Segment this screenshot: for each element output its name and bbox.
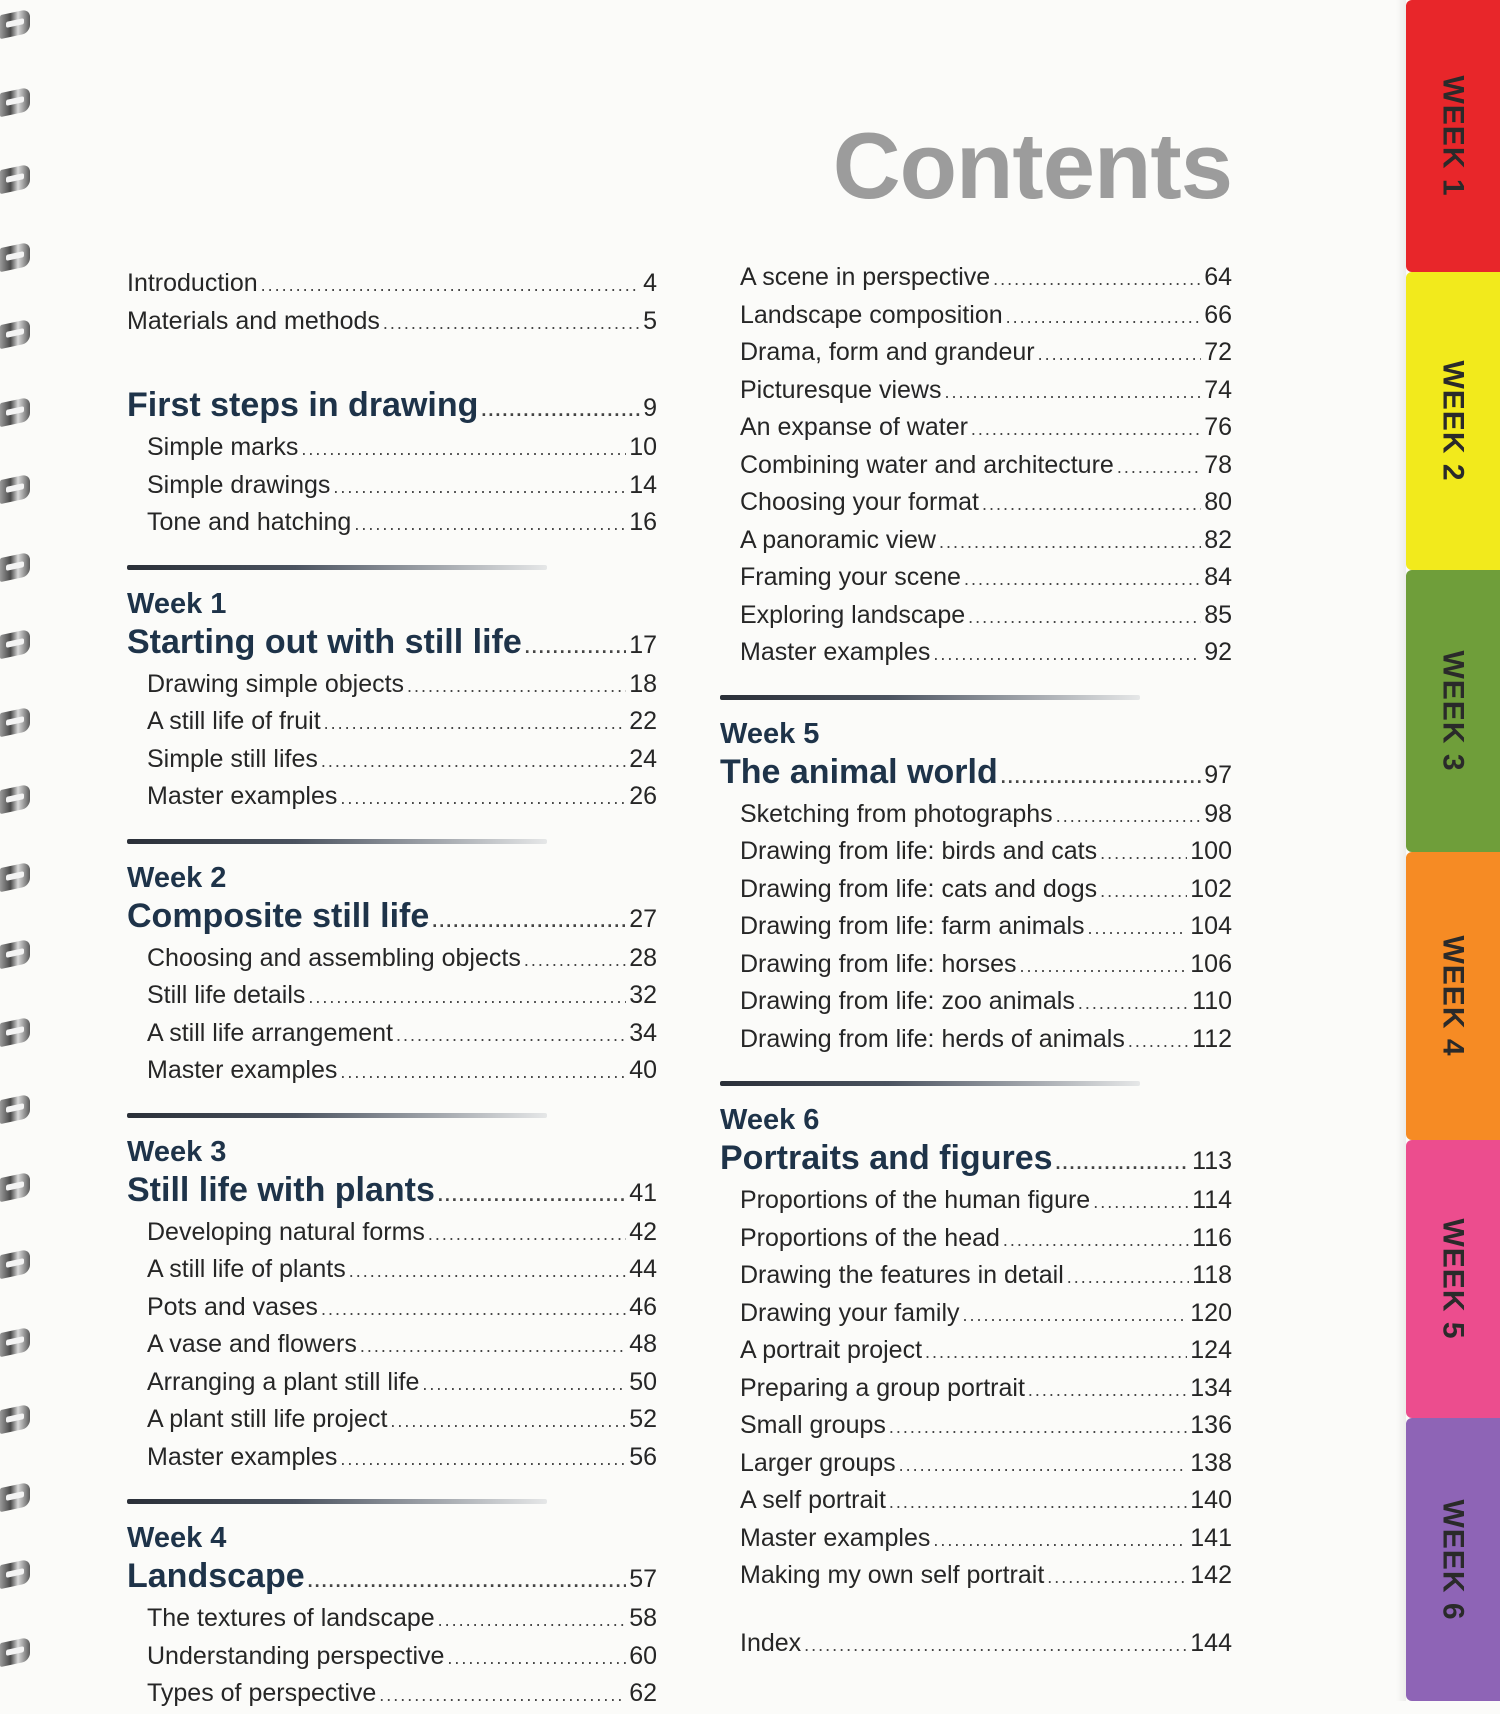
section-divider <box>127 1113 547 1118</box>
entry-page: 60 <box>629 1641 657 1670</box>
dot-leader <box>390 1404 626 1440</box>
dot-leader <box>1093 1185 1189 1221</box>
toc-entry[interactable] <box>720 1483 1232 1521</box>
dot-leader <box>982 487 1201 523</box>
dot-leader <box>321 744 626 780</box>
dot-leader <box>964 562 1201 598</box>
entry-page: 5 <box>643 306 657 335</box>
toc-entry[interactable] <box>127 1290 657 1328</box>
entry-title: A plant still life project <box>147 1405 388 1433</box>
entry-page: 110 <box>1192 987 1232 1015</box>
week-label-4: Week 4 <box>127 1522 227 1554</box>
dot-leader <box>968 600 1201 636</box>
dot-leader <box>1006 300 1202 336</box>
toc-entry[interactable] <box>720 1558 1232 1596</box>
section-heading-week-4[interactable] <box>127 1556 657 1601</box>
entry-page: 46 <box>629 1292 657 1321</box>
binding-ring <box>0 1249 30 1279</box>
toc-entry[interactable] <box>720 947 1232 985</box>
week-label-3: Week 3 <box>127 1135 227 1168</box>
dot-leader <box>340 1055 626 1091</box>
entry-page: 57 <box>629 1565 657 1593</box>
entry-title: Index <box>740 1628 802 1657</box>
entry-title: Landscape <box>127 1557 305 1595</box>
toc-entry[interactable] <box>720 1446 1232 1484</box>
entry-page: 40 <box>629 1056 657 1084</box>
entry-title: Choosing your format <box>740 488 980 516</box>
toc-entry[interactable] <box>127 1639 657 1677</box>
entry-title: Drawing from life: birds and cats <box>740 837 1098 865</box>
entry-page: 104 <box>1190 912 1232 940</box>
dot-leader <box>889 1485 1187 1521</box>
dot-leader <box>261 268 640 304</box>
entry-page: 142 <box>1190 1561 1232 1589</box>
dot-leader <box>963 1298 1188 1334</box>
entry-title: Tone and hatching <box>147 508 352 536</box>
entry-page: 44 <box>629 1255 657 1283</box>
section-heading-first-steps[interactable] <box>127 385 657 430</box>
section-divider <box>127 839 547 844</box>
toc-entry[interactable] <box>127 1676 657 1714</box>
entry-title: Pots and vases <box>147 1292 318 1321</box>
toc-entry[interactable] <box>720 1258 1232 1296</box>
entry-title: Making my own self portrait <box>740 1561 1045 1589</box>
entry-title: A scene in perspective <box>740 263 991 291</box>
tab-week-3[interactable]: WEEK 3 <box>1406 570 1500 852</box>
binding-ring <box>0 241 30 271</box>
dot-leader <box>340 1442 626 1478</box>
entry-title: Drawing from life: zoo animals <box>740 987 1075 1015</box>
section-heading-week-6[interactable] <box>720 1138 1232 1183</box>
toc-entry[interactable] <box>720 298 1232 336</box>
dot-leader <box>524 943 626 979</box>
binding-ring <box>0 1094 30 1124</box>
entry-title: Sketching from photographs <box>740 799 1053 828</box>
toc-entry[interactable] <box>127 704 657 742</box>
toc-entry[interactable] <box>127 1053 657 1091</box>
toc-entry[interactable] <box>720 560 1232 598</box>
toc-entry[interactable] <box>127 468 657 506</box>
entry-page: 64 <box>1204 263 1232 291</box>
entry-page: 85 <box>1204 600 1232 629</box>
dot-leader <box>944 375 1201 411</box>
dot-leader <box>1100 836 1187 872</box>
week-label-1: Week 1 <box>127 587 227 620</box>
entry-title: Simple marks <box>147 433 299 461</box>
entry-title: First steps in drawing <box>127 386 479 424</box>
entry-page: 92 <box>1204 638 1232 666</box>
toc-entry[interactable] <box>720 872 1232 910</box>
section-heading-week-3[interactable] <box>127 1170 657 1215</box>
toc-entry[interactable] <box>127 667 657 705</box>
entry-page: 136 <box>1190 1411 1232 1439</box>
toc-entry[interactable] <box>127 304 657 342</box>
binding-ring <box>0 86 30 116</box>
entry-title: Framing your scene <box>740 563 961 591</box>
toc-entry[interactable] <box>720 260 1232 298</box>
entry-title: A vase and flowers <box>147 1330 357 1358</box>
week-label-5: Week 5 <box>720 717 820 750</box>
week-label-6: Week 6 <box>720 1104 820 1136</box>
entry-page: 114 <box>1192 1186 1232 1214</box>
dot-leader <box>340 781 626 817</box>
entry-page: 138 <box>1190 1448 1232 1477</box>
entry-title: A panoramic view <box>740 525 936 554</box>
entry-page: 52 <box>629 1405 657 1433</box>
toc-entry[interactable] <box>127 742 657 780</box>
toc-entry[interactable] <box>720 448 1232 486</box>
dot-leader <box>1056 1143 1190 1183</box>
entry-title: Composite still life <box>127 896 430 935</box>
entry-title: Preparing a group portrait <box>740 1373 1025 1402</box>
dot-leader <box>1067 1260 1189 1296</box>
section-divider <box>720 695 1140 700</box>
binding-ring <box>0 551 30 581</box>
entry-title: A self portrait <box>740 1486 886 1514</box>
dot-leader <box>933 1523 1187 1559</box>
entry-title: Master examples <box>147 782 338 810</box>
toc-entry[interactable] <box>127 1365 657 1403</box>
section-heading-week-1[interactable] <box>127 622 657 667</box>
binding-ring <box>0 319 30 349</box>
toc-entry[interactable] <box>720 834 1232 872</box>
entry-page: 84 <box>1204 563 1232 591</box>
toc-entry[interactable] <box>127 1601 657 1639</box>
section-divider <box>720 1081 1140 1086</box>
entry-title: Drawing from life: herds of animals <box>740 1024 1125 1053</box>
toc-entry[interactable] <box>720 797 1232 835</box>
entry-title: Proportions of the human figure <box>740 1186 1091 1214</box>
binding-ring <box>0 1636 30 1666</box>
binding-ring <box>0 939 30 969</box>
contents-column-left <box>127 266 657 1714</box>
dot-leader <box>1047 1560 1187 1596</box>
dot-leader <box>354 507 626 543</box>
entry-page: 76 <box>1204 413 1232 441</box>
entry-page: 50 <box>629 1367 657 1396</box>
binding-ring <box>0 1016 30 1046</box>
section-divider <box>127 1499 547 1504</box>
toc-entry[interactable] <box>720 1183 1232 1221</box>
entry-page: 82 <box>1204 525 1232 554</box>
tab-week-1[interactable]: WEEK 1 <box>1406 0 1500 272</box>
entry-page: 32 <box>629 981 657 1009</box>
toc-entry-index[interactable] <box>720 1626 1232 1664</box>
toc-entry[interactable] <box>127 1327 657 1365</box>
entry-title: Drawing simple objects <box>147 669 405 698</box>
section-heading-week-2[interactable] <box>127 896 657 941</box>
toc-entry[interactable] <box>720 598 1232 636</box>
entry-title: Introduction <box>127 269 258 297</box>
week-tabs <box>1406 0 1500 1701</box>
entry-title: Master examples <box>147 1442 338 1471</box>
toc-entry[interactable] <box>720 335 1232 373</box>
dot-leader <box>438 1175 626 1215</box>
entry-page: 17 <box>629 630 657 659</box>
entry-title: Simple still lifes <box>147 744 318 773</box>
dot-leader <box>447 1641 626 1677</box>
toc-entry[interactable] <box>127 1252 657 1290</box>
entry-page: 26 <box>629 782 657 810</box>
dot-leader <box>933 637 1201 673</box>
entry-page: 74 <box>1204 375 1232 404</box>
entry-title: Drama, form and grandeur <box>740 338 1035 366</box>
entry-title: Materials and methods <box>127 306 380 335</box>
entry-page: 72 <box>1204 338 1232 366</box>
toc-entry[interactable] <box>720 1521 1232 1559</box>
toc-entry[interactable] <box>127 266 657 304</box>
entry-page: 9 <box>643 394 657 422</box>
binding-ring <box>0 1559 30 1589</box>
entry-page: 80 <box>1204 488 1232 516</box>
dot-leader <box>349 1254 626 1290</box>
dot-leader <box>481 390 640 430</box>
toc-entry[interactable] <box>720 410 1232 448</box>
dot-leader <box>383 306 640 342</box>
dot-leader <box>321 1292 626 1328</box>
entry-title: The textures of landscape <box>147 1604 435 1632</box>
entry-page: 140 <box>1190 1486 1232 1514</box>
dot-leader <box>939 525 1201 561</box>
dot-leader <box>1078 986 1189 1022</box>
entry-title: Drawing from life: horses <box>740 949 1017 978</box>
dot-leader <box>407 669 626 705</box>
toc-entry[interactable] <box>127 1016 657 1054</box>
dot-leader <box>308 980 626 1016</box>
toc-entry[interactable] <box>720 909 1232 947</box>
entry-title: Types of perspective <box>147 1679 377 1707</box>
entry-title: Larger groups <box>740 1448 896 1477</box>
entry-page: 41 <box>629 1178 657 1207</box>
binding-ring <box>0 474 30 504</box>
binding-ring <box>0 164 30 194</box>
contents-column-right <box>720 260 1232 1663</box>
toc-entry[interactable] <box>127 1402 657 1440</box>
toc-entry[interactable] <box>127 1215 657 1253</box>
dot-leader <box>1038 337 1202 373</box>
entry-title: A still life of plants <box>147 1255 346 1283</box>
entry-page: 28 <box>629 943 657 972</box>
binding-ring <box>0 706 30 736</box>
entry-page: 118 <box>1192 1261 1232 1289</box>
entry-page: 27 <box>629 904 657 933</box>
entry-page: 144 <box>1190 1628 1232 1657</box>
entry-page: 78 <box>1204 450 1232 479</box>
entry-title: Picturesque views <box>740 375 942 404</box>
dot-leader <box>333 470 626 506</box>
binding-ring <box>0 784 30 814</box>
entry-page: 97 <box>1204 760 1232 789</box>
entry-page: 58 <box>629 1604 657 1632</box>
entry-page: 48 <box>629 1330 657 1358</box>
entry-page: 120 <box>1190 1298 1232 1327</box>
dot-leader <box>379 1678 626 1714</box>
dot-leader <box>396 1018 626 1054</box>
dot-leader <box>1100 874 1187 910</box>
entry-page: 106 <box>1190 949 1232 978</box>
binding-ring <box>0 629 30 659</box>
entry-title: Developing natural forms <box>147 1217 425 1246</box>
entry-page: 102 <box>1190 874 1232 903</box>
dot-leader <box>324 706 627 742</box>
entry-page: 18 <box>629 669 657 698</box>
binding-ring <box>0 861 30 891</box>
toc-entry[interactable] <box>720 1371 1232 1409</box>
toc-entry[interactable] <box>127 779 657 817</box>
entry-page: 4 <box>643 269 657 297</box>
entry-title: An expanse of water <box>740 413 968 441</box>
toc-entry[interactable] <box>720 984 1232 1022</box>
entry-title: Proportions of the head <box>740 1223 1000 1252</box>
page-title: Contents <box>832 113 1232 218</box>
entry-page: 42 <box>629 1217 657 1246</box>
entry-page: 34 <box>629 1018 657 1047</box>
entry-title: The animal world <box>720 752 998 791</box>
entry-page: 116 <box>1192 1223 1232 1252</box>
dot-leader <box>1128 1024 1189 1060</box>
dot-leader <box>360 1329 626 1365</box>
entry-title: Choosing and assembling objects <box>147 943 521 972</box>
entry-page: 22 <box>629 707 657 735</box>
dot-leader <box>925 1335 1187 1371</box>
entry-title: Arranging a plant still life <box>147 1367 420 1396</box>
entry-page: 16 <box>629 508 657 536</box>
dot-leader <box>428 1217 626 1253</box>
dot-leader <box>1028 1373 1187 1409</box>
entry-page: 134 <box>1190 1373 1232 1402</box>
entry-title: A still life of fruit <box>147 707 321 735</box>
toc-entry[interactable] <box>127 430 657 468</box>
entry-title: Master examples <box>147 1056 338 1084</box>
toc-entry[interactable] <box>720 1408 1232 1446</box>
entry-page: 124 <box>1190 1336 1232 1364</box>
dot-leader <box>1056 799 1202 835</box>
entry-page: 113 <box>1192 1147 1232 1175</box>
entry-title: Drawing from life: cats and dogs <box>740 874 1098 903</box>
dot-leader <box>889 1410 1187 1446</box>
entry-page: 14 <box>629 470 657 499</box>
toc-entry[interactable] <box>127 1440 657 1478</box>
entry-title: Combining water and architecture <box>740 450 1114 479</box>
entry-title: Drawing the features in detail <box>740 1261 1064 1289</box>
toc-entry[interactable] <box>720 485 1232 523</box>
dot-leader <box>993 262 1201 298</box>
entry-page: 56 <box>629 1442 657 1471</box>
binding-ring <box>0 396 30 426</box>
entry-title: Still life with plants <box>127 1170 435 1209</box>
toc-entry[interactable] <box>720 1296 1232 1334</box>
entry-title: A portrait project <box>740 1336 923 1364</box>
binding-ring <box>0 1404 30 1434</box>
entry-title: Exploring landscape <box>740 600 966 629</box>
entry-title: Drawing from life: farm animals <box>740 912 1085 940</box>
entry-title: Landscape composition <box>740 300 1003 329</box>
dot-leader <box>899 1448 1188 1484</box>
binding-ring <box>0 1481 30 1511</box>
toc-entry[interactable] <box>720 635 1232 673</box>
dot-leader <box>1003 1223 1189 1259</box>
week-label-2: Week 2 <box>127 861 227 894</box>
dot-leader <box>432 901 626 941</box>
entry-title: Portraits and figures <box>720 1139 1053 1177</box>
entry-page: 24 <box>629 744 657 773</box>
tab-week-4[interactable]: WEEK 4 <box>1406 852 1500 1140</box>
dot-leader <box>971 412 1201 448</box>
tab-week-2[interactable]: WEEK 2 <box>1406 272 1500 570</box>
dot-leader <box>1117 450 1201 486</box>
entry-title: Understanding perspective <box>147 1641 445 1670</box>
dot-leader <box>804 1628 1187 1664</box>
entry-title: Master examples <box>740 1523 931 1552</box>
tab-week-6[interactable]: WEEK 6 <box>1406 1418 1500 1701</box>
dot-leader <box>438 1603 627 1639</box>
entry-title: A still life arrangement <box>147 1018 393 1047</box>
entry-page: 112 <box>1192 1024 1232 1053</box>
dot-leader <box>1001 757 1201 797</box>
section-divider <box>127 565 547 570</box>
entry-title: Still life details <box>147 981 306 1009</box>
dot-leader <box>525 627 626 667</box>
entry-page: 66 <box>1204 300 1232 329</box>
entry-page: 10 <box>629 433 657 461</box>
dot-leader <box>1088 911 1188 947</box>
entry-title: Master examples <box>740 638 931 666</box>
entry-title: Starting out with still life <box>127 622 522 661</box>
entry-page: 62 <box>629 1679 657 1707</box>
entry-page: 141 <box>1190 1523 1232 1552</box>
toc-entry[interactable] <box>720 373 1232 411</box>
toc-entry[interactable] <box>720 1221 1232 1259</box>
entry-title: Small groups <box>740 1411 886 1439</box>
toc-entry[interactable] <box>720 1022 1232 1060</box>
entry-title: Drawing your family <box>740 1298 960 1327</box>
section-heading-week-5[interactable] <box>720 752 1232 797</box>
binding-ring <box>0 9 30 39</box>
entry-page: 98 <box>1204 799 1232 828</box>
entry-page: 100 <box>1190 837 1232 865</box>
toc-entry[interactable] <box>127 505 657 543</box>
toc-entry[interactable] <box>720 523 1232 561</box>
toc-entry[interactable] <box>127 978 657 1016</box>
toc-entry[interactable] <box>127 941 657 979</box>
dot-leader <box>1019 949 1187 985</box>
binding-ring <box>0 1171 30 1201</box>
entry-title: Simple drawings <box>147 470 331 499</box>
binding-ring <box>0 1326 30 1356</box>
spiral-binding <box>0 0 40 1701</box>
toc-entry[interactable] <box>720 1333 1232 1371</box>
dot-leader <box>422 1367 626 1403</box>
tab-week-5[interactable]: WEEK 5 <box>1406 1140 1500 1418</box>
dot-leader <box>301 432 626 468</box>
dot-leader <box>308 1561 627 1601</box>
